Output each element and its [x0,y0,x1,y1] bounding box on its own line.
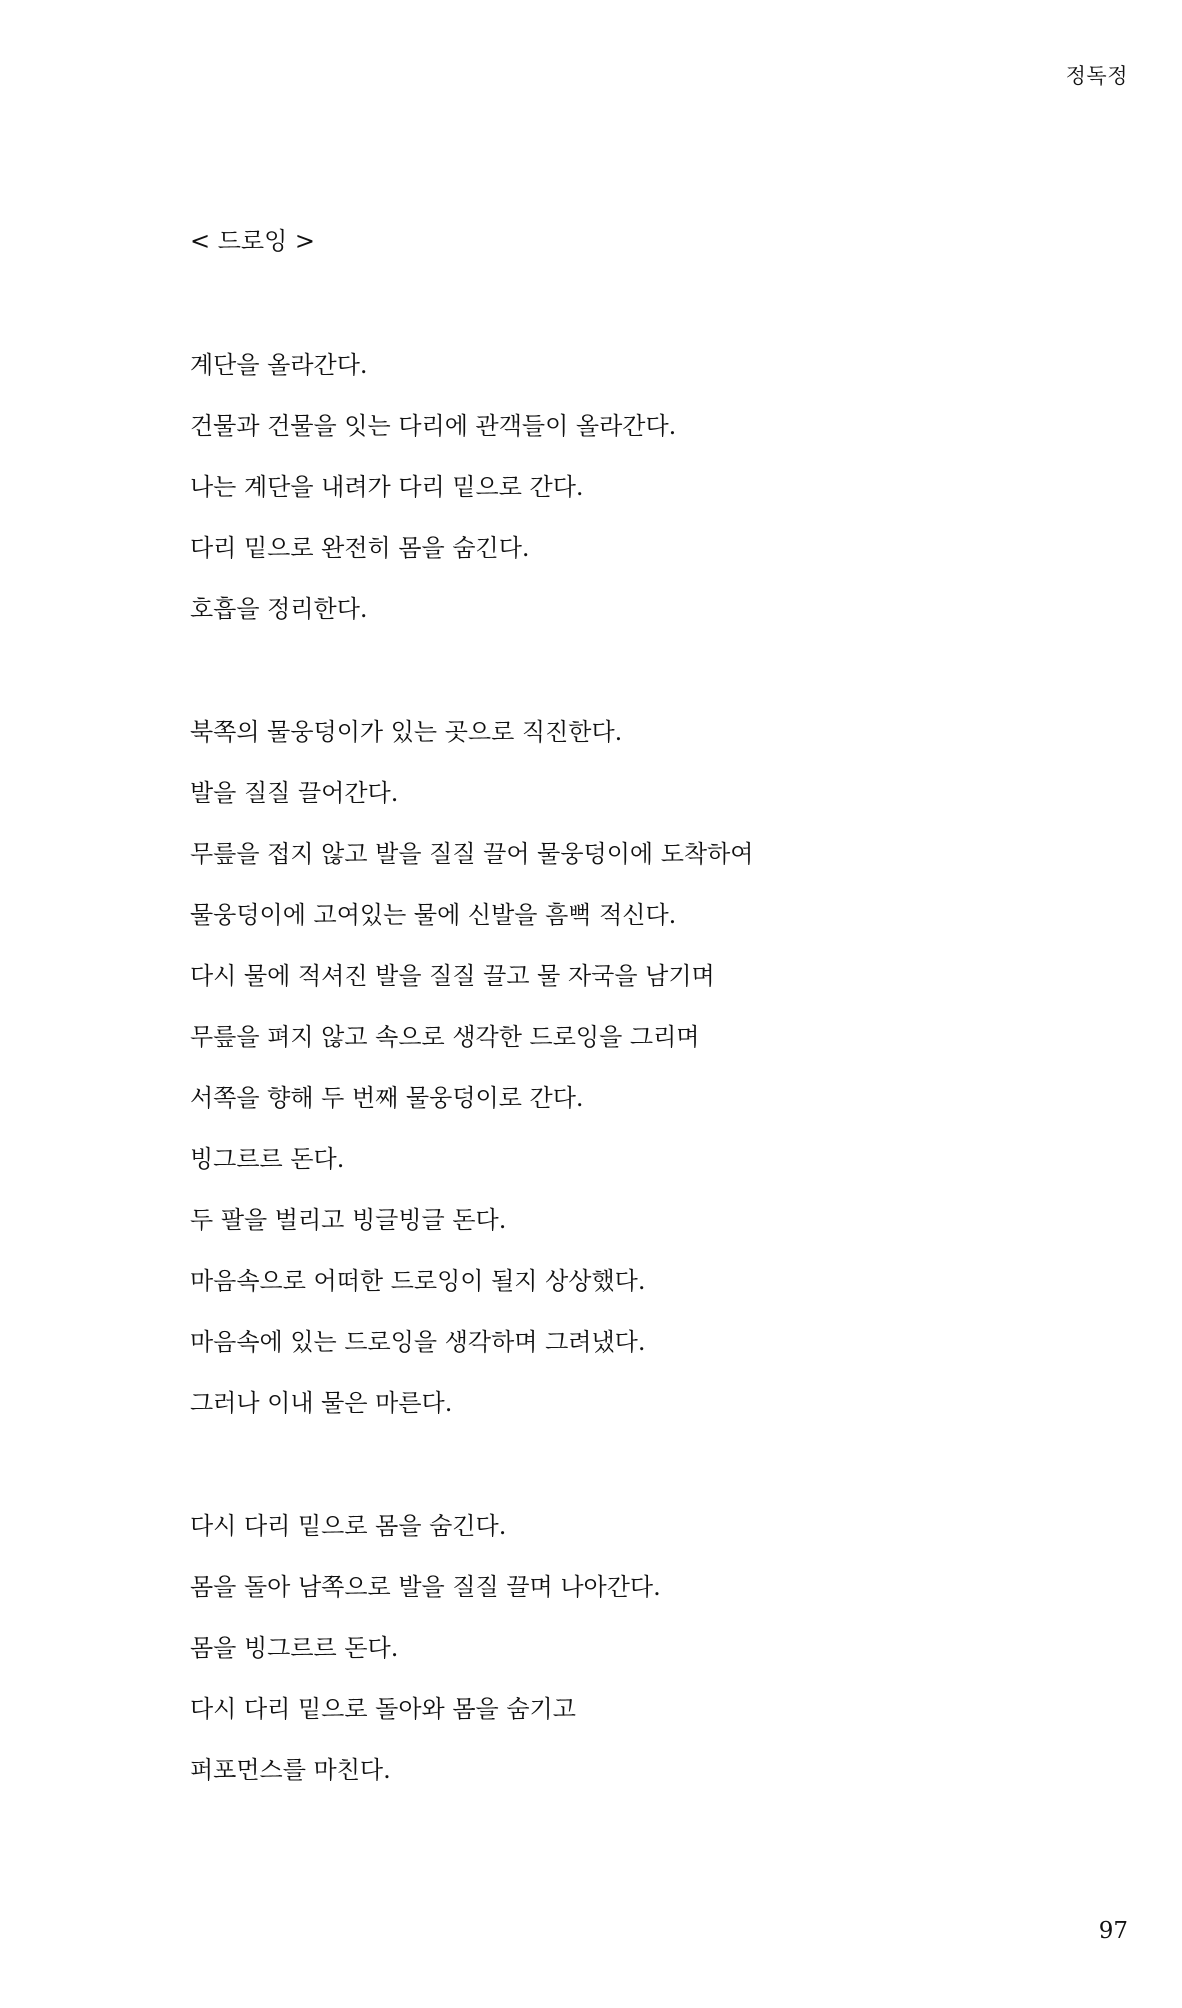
poem-line: 마음속에 있는 드로잉을 생각하며 그려냈다. [190,1328,646,1356]
poem-line: 마음속으로 어떠한 드로잉이 될지 상상했다. [190,1267,646,1295]
poem-title: < 드로잉 > [190,227,316,255]
poem-line: 몸을 돌아 남쪽으로 발을 질질 끌며 나아간다. [190,1573,661,1601]
poem-line: 북쪽의 물웅덩이가 있는 곳으로 직진한다. [190,718,623,746]
poem-line: 발을 질질 끌어간다. [190,779,399,807]
poem-line: 무릎을 접지 않고 발을 질질 끌어 물웅덩이에 도착하여 [190,840,754,868]
poem-line: 몸을 빙그르르 돈다. [190,1634,399,1662]
poem-line: 그러나 이내 물은 마른다. [190,1389,453,1417]
page-number: 97 [1098,1918,1128,1944]
poem-line: 건물과 건물을 잇는 다리에 관객들이 올라간다. [190,412,677,440]
poem-line: 계단을 올라간다. [190,351,368,379]
poem-line: 퍼포먼스를 마친다. [190,1756,391,1784]
poem-line: 물웅덩이에 고여있는 물에 신발을 흠뻑 적신다. [190,901,677,929]
poem-line: 다리 밑으로 완전히 몸을 숨긴다. [190,534,530,562]
poem-line: 무릎을 펴지 않고 속으로 생각한 드로잉을 그리며 [190,1023,700,1051]
poem-line: 빙그르르 돈다. [190,1145,345,1173]
poem-line: 두 팔을 벌리고 빙글빙글 돈다. [190,1206,507,1234]
poem-line: 다시 다리 밑으로 돌아와 몸을 숨기고 [190,1695,576,1723]
poem-line: 다시 물에 적셔진 발을 질질 끌고 물 자국을 남기며 [190,962,715,990]
poem-line: 호흡을 정리한다. [190,595,368,623]
poem-line: 나는 계단을 내려가 다리 밑으로 간다. [190,473,584,501]
running-header-author: 정독정 [1065,64,1128,88]
poem-line: 서쪽을 향해 두 번째 물웅덩이로 간다. [190,1084,584,1112]
poem-line: 다시 다리 밑으로 몸을 숨긴다. [190,1512,507,1540]
